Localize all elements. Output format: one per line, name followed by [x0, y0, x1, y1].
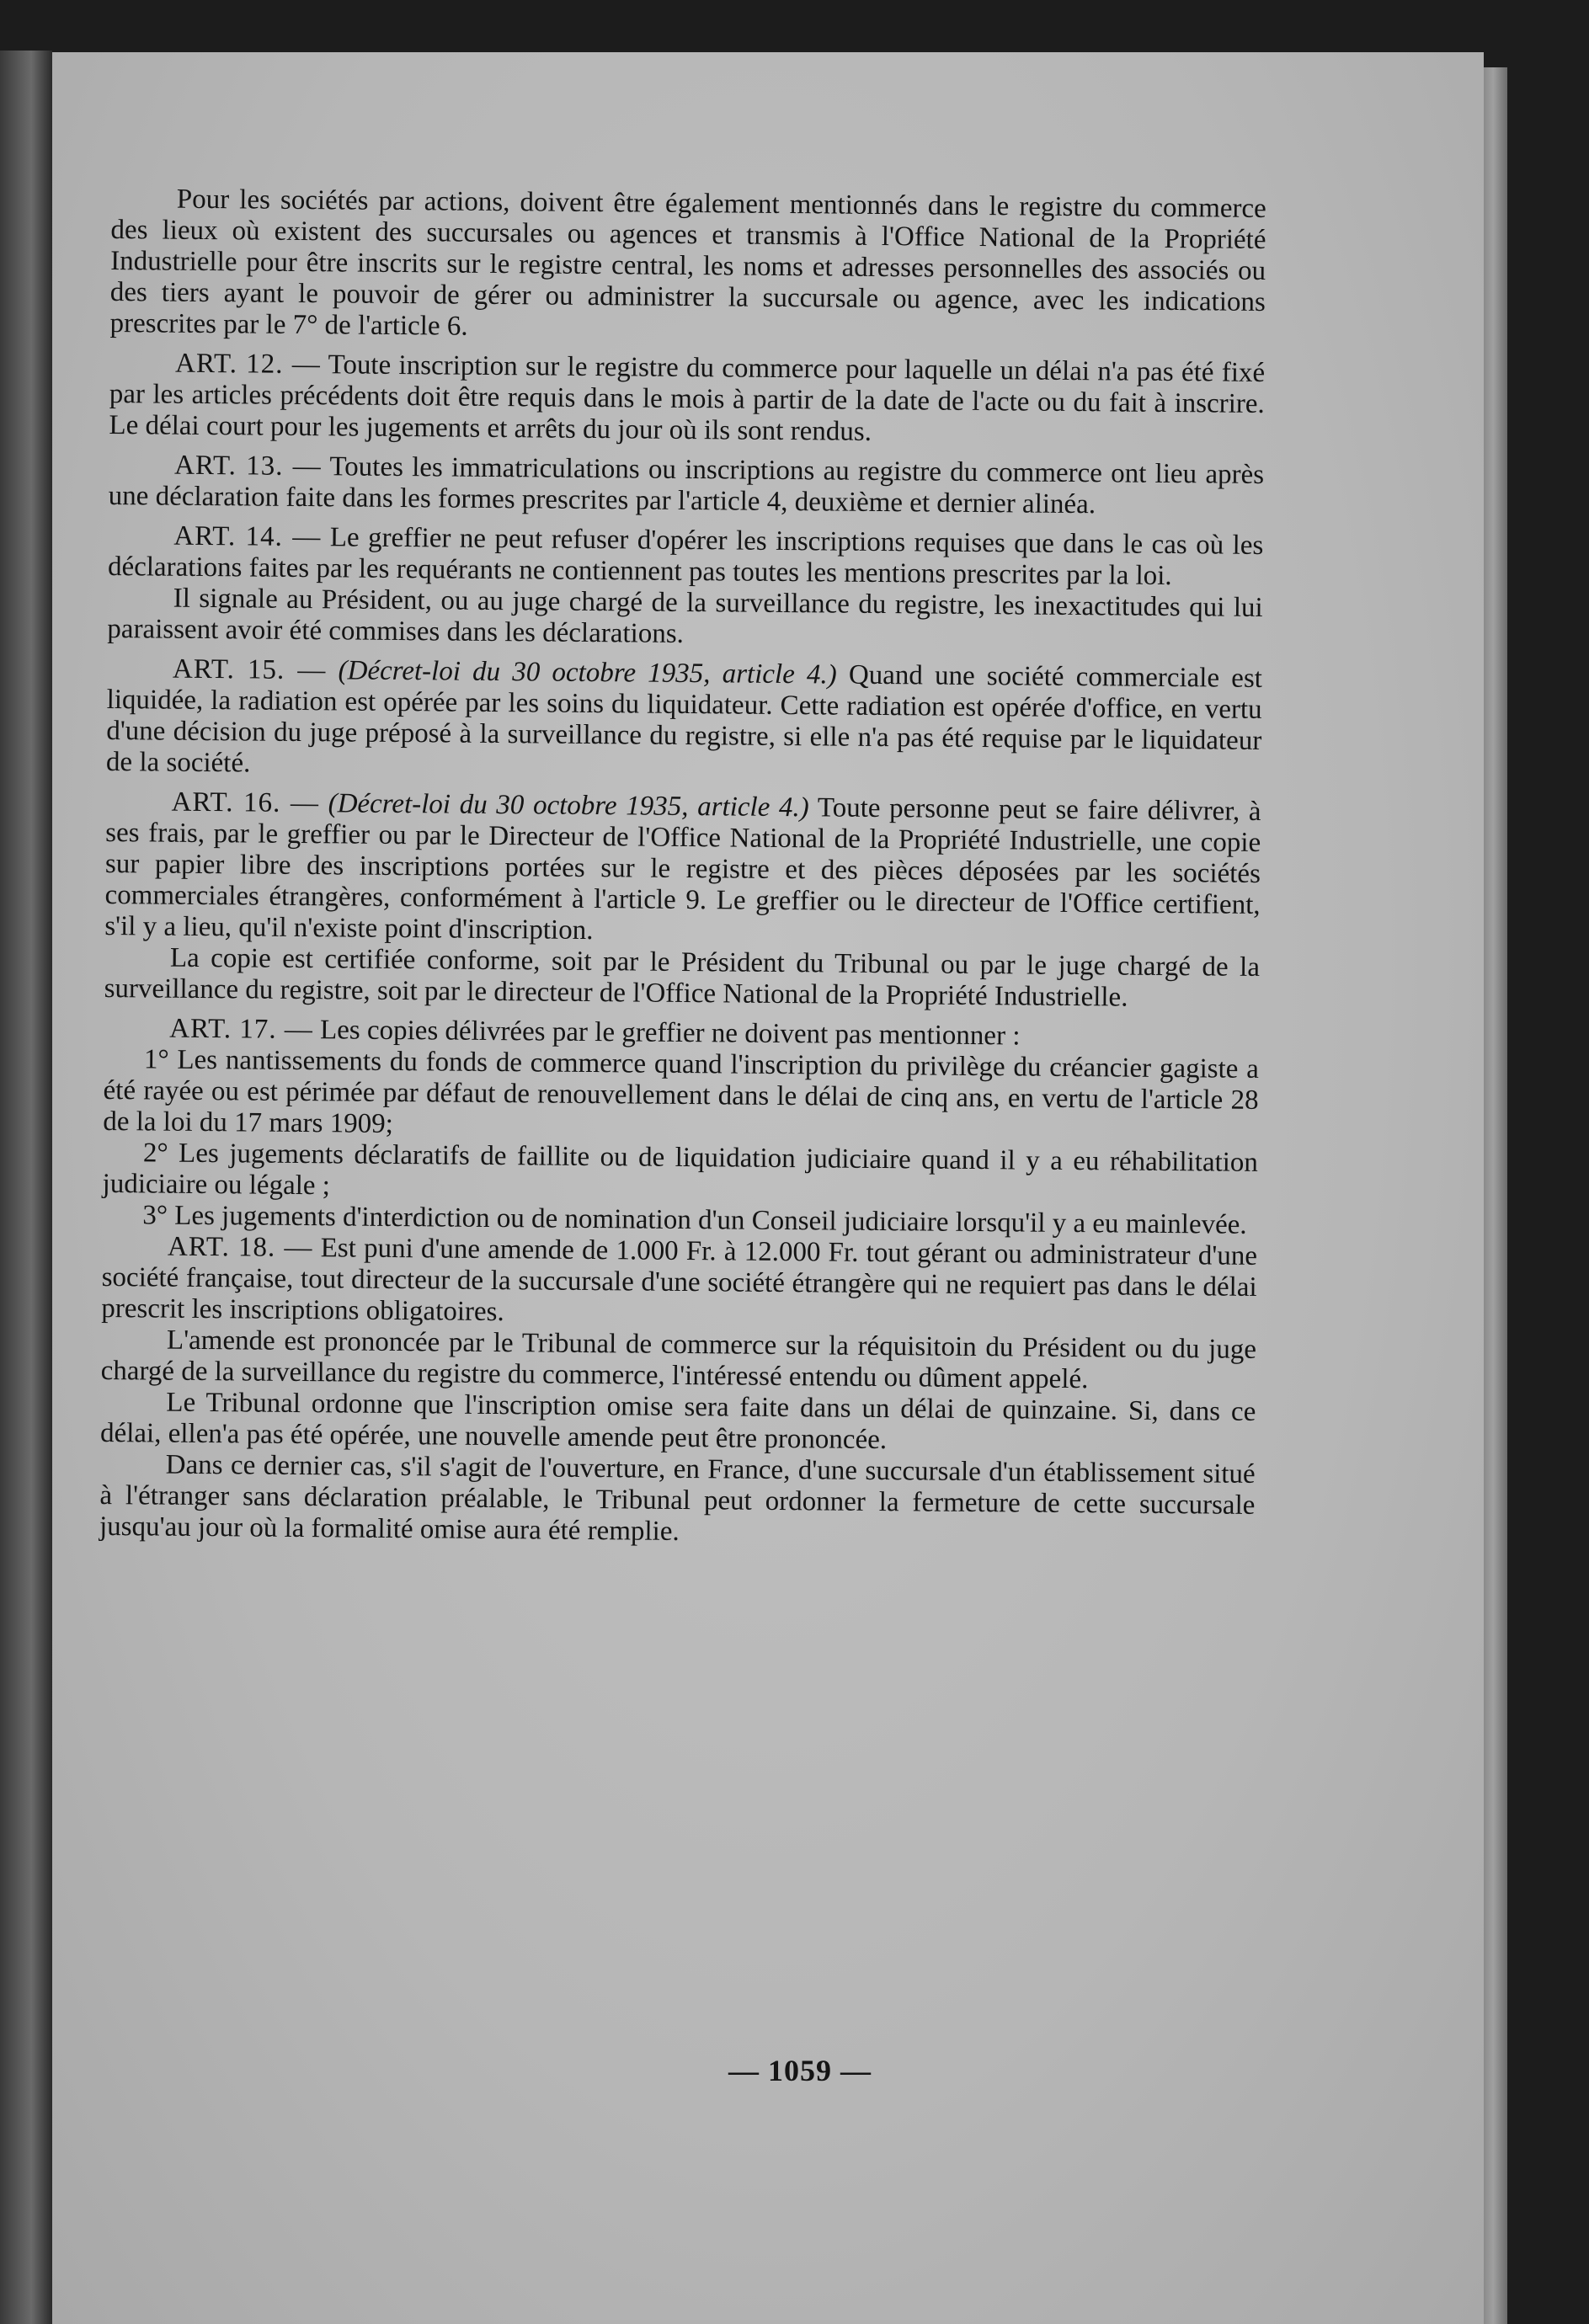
- article-18-paragraph-3: Le Tribunal ordonne que l'inscription omise sera faite dans un délai de quinzaine. Si, dans ce délai, ellen'a pas été opérée, une nouvelle amende peut être prononcée.: [99, 1387, 1256, 1456]
- article-17-item-1: 1° Les nantissements du fonds de commerce quand l'inscription du privilège du créancier gagiste a été rayée ou est périmée par défaut de renouvellement dans le délai de cinq ans, en vertu de l'article 28 de la loi du 17 mars 1909;: [103, 1044, 1260, 1139]
- article-citation: (Décret-loi du 30 octobre 1935, article 4.): [338, 655, 837, 690]
- article-text: Toute personne peut se faire délivrer, à ses frais, par le greffier ou par le Directeur de l'Office National de la Propriété Industrielle, une copie sur papier libre des inscriptions portées sur le registre et des pièces déposées par les sociétés commerciales étrangères, conformément à l'article 9. Le greffier ou le directeur de l'Office certifient, s'il y a lieu, qu'il n'existe point d'inscription.: [104, 792, 1261, 946]
- article-label: ART. 12. —: [174, 348, 321, 381]
- article-12: [109, 348, 1265, 451]
- article-label: ART. 14. —: [173, 520, 322, 553]
- article-label: ART. 15. —: [172, 653, 327, 686]
- article-17-item-3: 3° Les jugements d'interdiction ou de nomination d'un Conseil judiciaire lorsqu'il y a eu mainlevée.: [142, 1200, 1247, 1240]
- article-14-paragraph-2: Il signale au Président, ou au juge chargé de la surveillance du registre, les inexactitudes qui lui paraissent avoir été commises dans les déclarations.: [107, 583, 1263, 649]
- article-13: [109, 450, 1265, 522]
- page-number: — 1059 —: [728, 2054, 872, 2087]
- article-text: Toute inscription sur le registre du commerce pour laquelle un délai n'a pas été fixé par les articles précédents doit être requis dans le mois à partir de la date de l'acte ou du fait à inscrire. Le délai court pour les jugements et arrêts du jour où ils sont rendus.: [109, 349, 1266, 447]
- article-14: [108, 520, 1264, 593]
- article-label: ART. 16. —: [171, 786, 320, 819]
- facing-page-edge: [0, 51, 52, 2324]
- article-text: Le greffier ne peut refuser d'opérer les inscriptions requises que dans le cas où les déclarations faites par les requérants ne contiennent pas toutes les mentions prescrites par la loi.: [107, 522, 1264, 592]
- paragraph-succursales: Pour les sociétés par actions, doivent être également mentionnés dans le registre du commerce des lieux où existent des succursales ou agences et transmis à l'Office National de la Propriété Industrielle pour être inscrits sur le registre central, les noms et adresses personnelles des associés ou des tiers ayant le pouvoir de gérer ou administrer la succursale ou agence, avec les indications prescrites par le 7° de l'article 6.: [109, 184, 1266, 342]
- article-16-paragraph-2: La copie est certifiée conforme, soit par le Président du Tribunal ou par le juge chargé de la surveillance du registre, soit par le directeur de l'Office National de la Propriété Industrielle.: [104, 942, 1261, 1013]
- article-18-paragraph-4: Dans ce dernier cas, s'il s'agit de l'ouverture, en France, d'une succursale d'un établissement situé à l'étranger sans déclaration préalable, le Tribunal peut ordonner la fermeture de cette succursale jusqu'au jour où la formalité omise aura été remplie.: [99, 1449, 1256, 1547]
- article-text: Est puni d'une amende de 1.000 Fr. à 12.000 Fr. tout gérant ou administrateur d'une société française, tout directeur de la succursale d'une société étrangère qui ne requiert pas dans le délai prescrit les inscriptions obligatoires.: [101, 1233, 1258, 1328]
- article-text: Toutes les immatriculations ou inscriptions au registre du commerce ont lieu après une déclaration faite dans les formes prescrites par l'article 4, deuxième et dernier alinéa.: [108, 451, 1265, 520]
- article-text: Quand une société commerciale est liquidée, la radiation est opérée par les soins du liquidateur. Cette radiation est opérée d'office, en vertu d'une décision du juge préposé à la surveillance du registre, si elle n'a pas été requise par le liquidateur de la société.: [105, 659, 1263, 779]
- article-16: [104, 786, 1261, 952]
- article-18-paragraph-2: L'amende est prononcée par le Tribunal de commerce sur la réquisitoin du Président ou du juge chargé de la surveillance du registre du commerce, l'intéressé entendu ou dûment appelé.: [100, 1325, 1257, 1395]
- article-label: ART. 17. —: [169, 1013, 313, 1046]
- article-label: ART. 18. —: [167, 1231, 313, 1264]
- page-stack-edge: [1484, 67, 1507, 2324]
- article-citation: (Décret-loi du 30 octobre 1935, article 4.): [328, 788, 809, 824]
- article-text: Les copies délivrées par le greffier ne doivent pas mentionner :: [312, 1015, 1021, 1052]
- article-15: [106, 653, 1262, 788]
- article-18: [101, 1231, 1257, 1335]
- article-17-item-2: 2° Les jugements déclaratifs de faillite ou de liquidation judiciaire quand il y a eu réhabilitation judiciaire ou légale ;: [102, 1138, 1259, 1202]
- article-label: ART. 13. —: [173, 450, 322, 482]
- document-text: [99, 184, 1266, 1553]
